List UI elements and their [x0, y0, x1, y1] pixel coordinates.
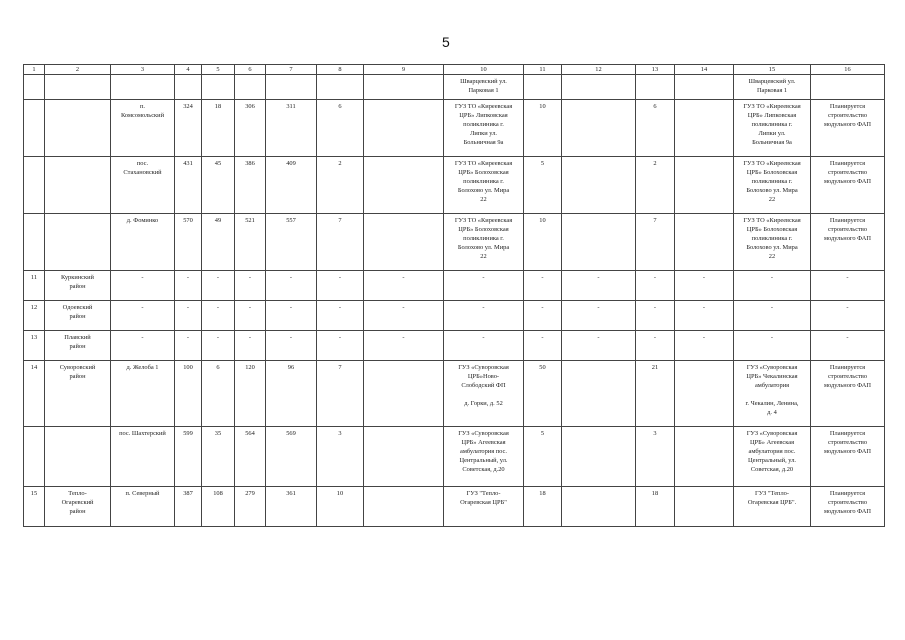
- header-row: [24, 65, 885, 75]
- table-cell: 18: [202, 100, 235, 157]
- table-cell: 18: [636, 487, 675, 527]
- table-cell: [562, 361, 636, 427]
- table-cell: 10: [317, 487, 364, 527]
- table-cell: [24, 157, 45, 214]
- table-cell: [317, 75, 364, 100]
- table-cell: ГУЗ «Суворовская ЦРБ» Агеевская амбулатория пос. Центральный, ул. Советская, д.20: [734, 427, 811, 487]
- page-number: 5: [442, 34, 450, 50]
- table-cell: Тепло- Огаревский район: [45, 487, 111, 527]
- table-cell: -: [235, 301, 266, 331]
- table-cell: 6: [202, 361, 235, 427]
- column-header: 11: [524, 65, 562, 75]
- table-cell: 18: [524, 487, 562, 527]
- table-cell: Планируется строительство модульного ФАП: [811, 487, 885, 527]
- table-cell: 45: [202, 157, 235, 214]
- table-cell: -: [175, 301, 202, 331]
- table-cell: 35: [202, 427, 235, 487]
- table-cell: 7: [317, 214, 364, 271]
- table-cell: 6: [317, 100, 364, 157]
- column-header: 13: [636, 65, 675, 75]
- table-cell: ГУЗ ТО «Киреевская ЦРБ» Болоховская поликлиника г. Болохово ул. Мира 22: [444, 214, 524, 271]
- table-cell: [364, 487, 444, 527]
- column-header: 7: [266, 65, 317, 75]
- table-cell: -: [562, 301, 636, 331]
- table-cell: -: [202, 301, 235, 331]
- table-cell: 108: [202, 487, 235, 527]
- table-cell: [675, 361, 734, 427]
- table-cell: [675, 427, 734, 487]
- table-row: [24, 271, 885, 301]
- table-cell: -: [111, 271, 175, 301]
- table-cell: ГУЗ "Тепло- Огаревская ЦРБ": [444, 487, 524, 527]
- table-cell: ГУЗ «Суворовская ЦРБ» Чекалинская амбулатория г. Чекалин, Ленина, д. 4: [734, 361, 811, 427]
- table-row: [24, 487, 885, 527]
- table-cell: [111, 75, 175, 100]
- table-cell: 21: [636, 361, 675, 427]
- table-cell: Плавский район: [45, 331, 111, 361]
- table-cell: ГУЗ «Суворовская ЦРБ» Агеевская амбулатория пос. Центральный, ул. Советская, д.20: [444, 427, 524, 487]
- table-cell: [811, 75, 885, 100]
- table-cell: [675, 157, 734, 214]
- table-cell: пос. Шахтерский: [111, 427, 175, 487]
- table-cell: -: [235, 271, 266, 301]
- table-cell: Планируется строительство модульного ФАП: [811, 157, 885, 214]
- table-cell: -: [524, 331, 562, 361]
- table-cell: 12: [24, 301, 45, 331]
- table-cell: -: [636, 301, 675, 331]
- table-cell: [562, 427, 636, 487]
- fap-table: [23, 64, 885, 527]
- table-cell: 5: [524, 157, 562, 214]
- table-cell: 2: [636, 157, 675, 214]
- column-header: 6: [235, 65, 266, 75]
- table-cell: -: [675, 271, 734, 301]
- table-cell: 3: [317, 427, 364, 487]
- table-cell: 521: [235, 214, 266, 271]
- column-header: 14: [675, 65, 734, 75]
- table-cell: [24, 75, 45, 100]
- table-cell: -: [636, 271, 675, 301]
- table-cell: [175, 75, 202, 100]
- table-cell: [45, 75, 111, 100]
- table-cell: 96: [266, 361, 317, 427]
- column-header: 12: [562, 65, 636, 75]
- table-cell: ГУЗ «Суворовская ЦРБ»Ново- Слободский ФП д. Горки, д. 52: [444, 361, 524, 427]
- column-header: 2: [45, 65, 111, 75]
- table-cell: 599: [175, 427, 202, 487]
- table-cell: 557: [266, 214, 317, 271]
- table-cell: -: [364, 301, 444, 331]
- table-row: [24, 361, 885, 427]
- table-cell: -: [636, 331, 675, 361]
- table-cell: Одоевский район: [45, 301, 111, 331]
- column-header: 9: [364, 65, 444, 75]
- table-cell: Планируется строительство модульного ФАП: [811, 100, 885, 157]
- table-cell: Планируется строительство модульного ФАП: [811, 361, 885, 427]
- table-cell: [524, 75, 562, 100]
- table-cell: 409: [266, 157, 317, 214]
- table-cell: д. Желоба 1: [111, 361, 175, 427]
- column-header: 4: [175, 65, 202, 75]
- table-cell: -: [675, 331, 734, 361]
- table-cell: 311: [266, 100, 317, 157]
- table-cell: Планируется строительство модульного ФАП: [811, 427, 885, 487]
- table-row: [24, 301, 885, 331]
- table-cell: 6: [636, 100, 675, 157]
- table-cell: Шварцевский ул. Парковая 1: [444, 75, 524, 100]
- table-cell: -: [364, 271, 444, 301]
- table-cell: -: [111, 301, 175, 331]
- table-cell: -: [562, 271, 636, 301]
- table-cell: 10: [524, 100, 562, 157]
- table-cell: 50: [524, 361, 562, 427]
- table-cell: -: [175, 331, 202, 361]
- table-cell: -: [364, 331, 444, 361]
- column-header: 8: [317, 65, 364, 75]
- table-cell: -: [235, 331, 266, 361]
- column-header: 16: [811, 65, 885, 75]
- table-cell: [562, 100, 636, 157]
- table-cell: 100: [175, 361, 202, 427]
- table-cell: 15: [24, 487, 45, 527]
- table-cell: -: [734, 301, 811, 331]
- table-cell: [24, 427, 45, 487]
- table-cell: п. Северный: [111, 487, 175, 527]
- table-cell: 5: [524, 427, 562, 487]
- table-cell: -: [317, 301, 364, 331]
- table-cell: -: [175, 271, 202, 301]
- table-cell: Куркинский район: [45, 271, 111, 301]
- table-cell: 570: [175, 214, 202, 271]
- table-cell: 324: [175, 100, 202, 157]
- table-cell: [364, 75, 444, 100]
- table-cell: 120: [235, 361, 266, 427]
- table-row: [24, 214, 885, 271]
- table-cell: [45, 427, 111, 487]
- table-cell: п. Комсомольский: [111, 100, 175, 157]
- table-cell: -: [266, 271, 317, 301]
- table-cell: [364, 361, 444, 427]
- table-cell: ГУЗ ТО «Киреевская ЦРБ» Липковская поликлиника г. Липки ул. Больничная 9а: [444, 100, 524, 157]
- table-cell: [675, 100, 734, 157]
- table-cell: 279: [235, 487, 266, 527]
- table-cell: ГУЗ "Тепло- Огаревская ЦРБ".: [734, 487, 811, 527]
- table-cell: 11: [24, 271, 45, 301]
- table-cell: -: [111, 331, 175, 361]
- table-cell: 2: [317, 157, 364, 214]
- table-cell: -: [811, 331, 885, 361]
- table-cell: [24, 100, 45, 157]
- table-cell: -: [811, 271, 885, 301]
- table-cell: [562, 75, 636, 100]
- table-row: [24, 157, 885, 214]
- table-cell: 7: [636, 214, 675, 271]
- table-cell: 49: [202, 214, 235, 271]
- table-cell: [562, 157, 636, 214]
- table-row: [24, 75, 885, 100]
- table-cell: -: [444, 271, 524, 301]
- table-cell: -: [444, 301, 524, 331]
- table-cell: [364, 427, 444, 487]
- table-cell: -: [317, 271, 364, 301]
- table-cell: -: [524, 271, 562, 301]
- table-cell: -: [675, 301, 734, 331]
- table-cell: [45, 100, 111, 157]
- table-cell: [562, 487, 636, 527]
- column-header: 3: [111, 65, 175, 75]
- table-cell: [675, 75, 734, 100]
- table-cell: [364, 100, 444, 157]
- table-cell: -: [266, 331, 317, 361]
- table-cell: пос. Стахановский: [111, 157, 175, 214]
- table-cell: [675, 487, 734, 527]
- column-header: 5: [202, 65, 235, 75]
- table-cell: 306: [235, 100, 266, 157]
- table-cell: [266, 75, 317, 100]
- table-cell: -: [444, 331, 524, 361]
- table-cell: д. Фоминко: [111, 214, 175, 271]
- table-cell: 13: [24, 331, 45, 361]
- table-cell: 569: [266, 427, 317, 487]
- table-cell: 7: [317, 361, 364, 427]
- table-cell: -: [317, 331, 364, 361]
- table-cell: 14: [24, 361, 45, 427]
- table-cell: [45, 157, 111, 214]
- table-cell: ГУЗ ТО «Киреевская ЦРБ» Болоховская поликлиника г. Болохово ул. Мира 22: [734, 157, 811, 214]
- column-header: 10: [444, 65, 524, 75]
- table-cell: 387: [175, 487, 202, 527]
- table-cell: 386: [235, 157, 266, 214]
- table-cell: -: [524, 301, 562, 331]
- table-cell: [235, 75, 266, 100]
- table-cell: ГУЗ ТО «Киреевская ЦРБ» Болоховская поликлиника г. Болохово ул. Мира 22: [444, 157, 524, 214]
- table-cell: 564: [235, 427, 266, 487]
- table-cell: 3: [636, 427, 675, 487]
- table-cell: Суворовский район: [45, 361, 111, 427]
- table-cell: -: [266, 301, 317, 331]
- table-cell: 431: [175, 157, 202, 214]
- column-header: 15: [734, 65, 811, 75]
- table-cell: [675, 214, 734, 271]
- table-row: [24, 331, 885, 361]
- table-cell: 10: [524, 214, 562, 271]
- table-cell: -: [562, 331, 636, 361]
- table-cell: [562, 214, 636, 271]
- table-cell: -: [202, 331, 235, 361]
- table-cell: -: [734, 271, 811, 301]
- table-cell: [45, 214, 111, 271]
- table-cell: [24, 214, 45, 271]
- table-cell: Планируется строительство модульного ФАП: [811, 214, 885, 271]
- table-cell: [636, 75, 675, 100]
- table-cell: 361: [266, 487, 317, 527]
- table-row: [24, 427, 885, 487]
- table-cell: [364, 214, 444, 271]
- table-cell: -: [811, 301, 885, 331]
- table-cell: -: [202, 271, 235, 301]
- table-cell: ГУЗ ТО «Киреевская ЦРБ» Липковская поликлиника г. Липки ул. Больничная 9а: [734, 100, 811, 157]
- table-cell: ГУЗ ТО «Киреевская ЦРБ» Болоховская поликлиника г. Болохово ул. Мира 22: [734, 214, 811, 271]
- table-cell: -: [734, 331, 811, 361]
- column-header: 1: [24, 65, 45, 75]
- table-cell: [202, 75, 235, 100]
- table-row: [24, 100, 885, 157]
- table-cell: [364, 157, 444, 214]
- table-cell: Шварцевский ул. Парковая 1: [734, 75, 811, 100]
